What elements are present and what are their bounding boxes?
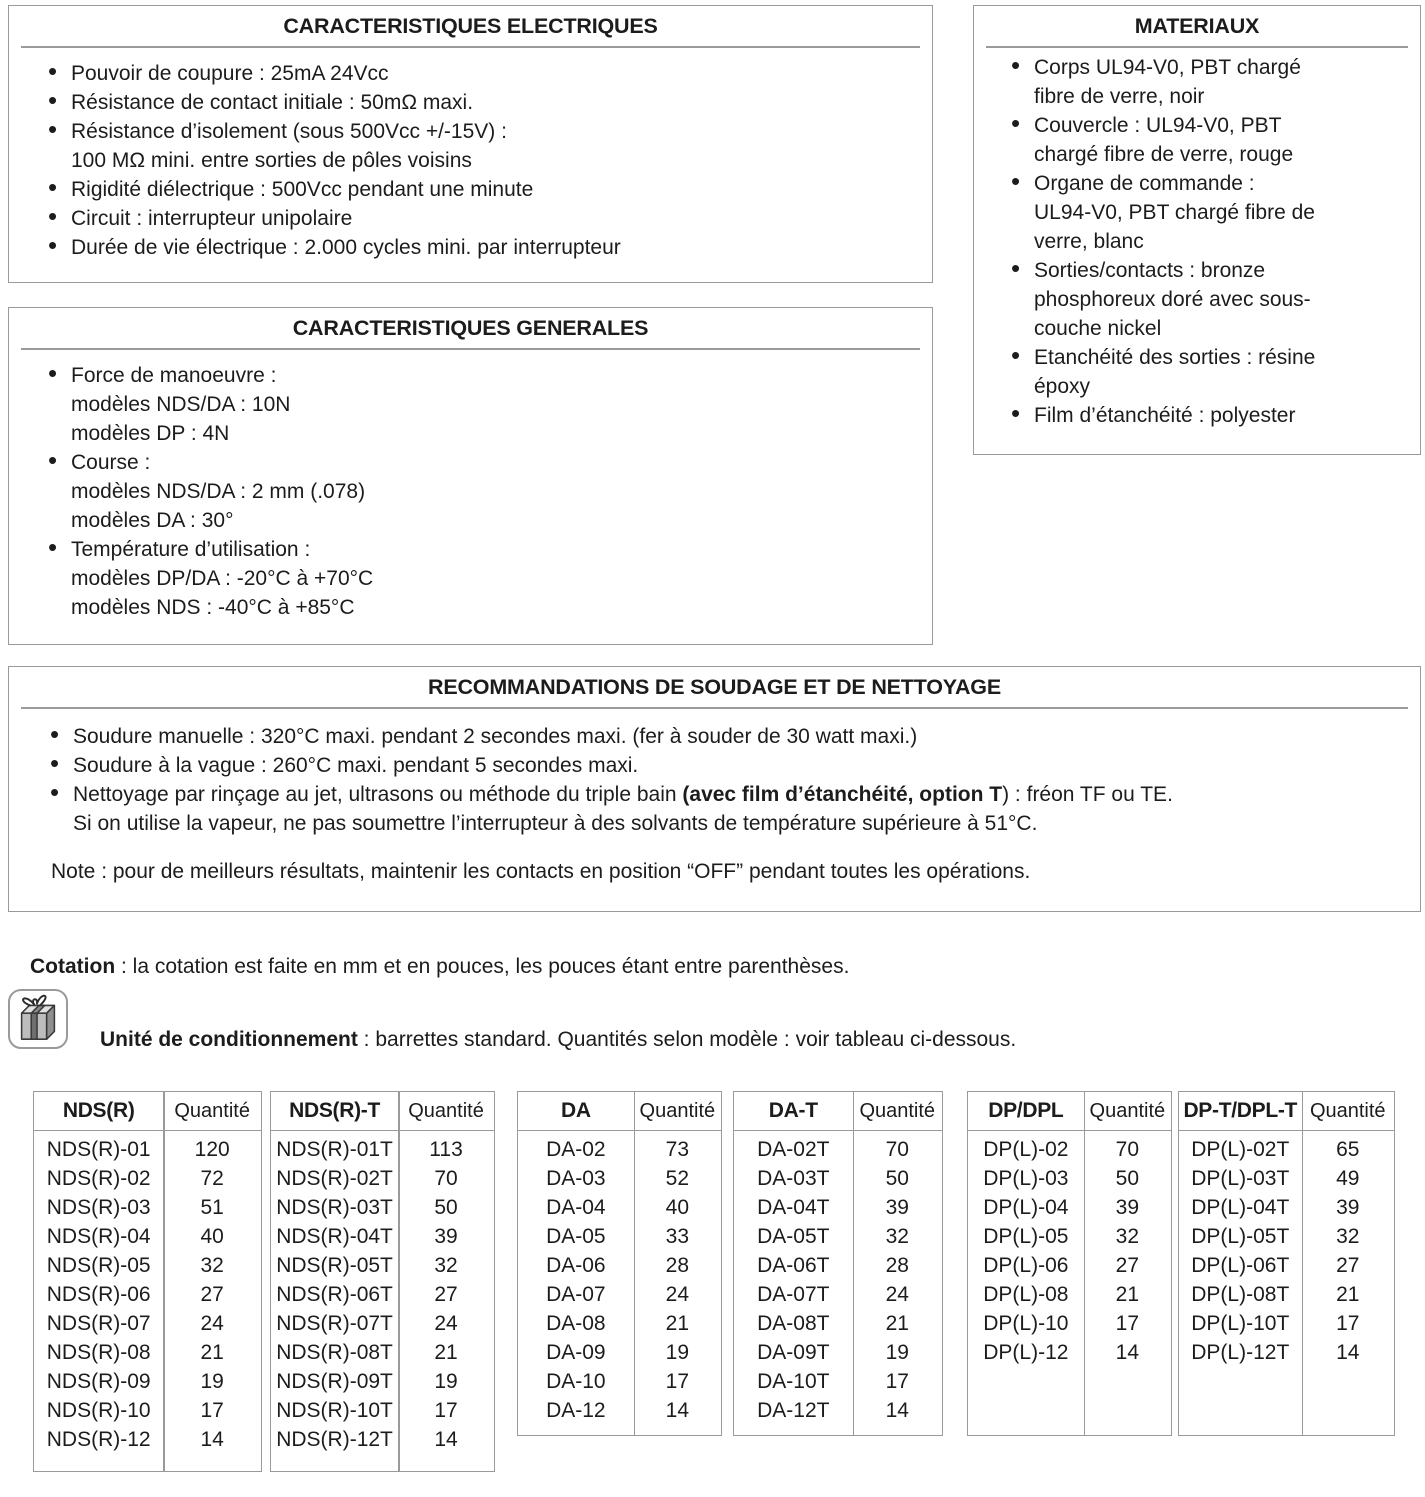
table-cell: 24	[200, 1311, 224, 1335]
table-row	[1179, 1251, 1394, 1280]
table-nds-t	[270, 1091, 495, 1472]
cotation-note	[30, 952, 849, 981]
table-cell: DA-08	[546, 1311, 606, 1335]
table-cell: DA-03	[546, 1166, 606, 1190]
column-header-quantity: Quantité	[639, 1099, 716, 1122]
table-cell: DP(L)-08T	[1191, 1282, 1290, 1306]
table-cell: 21	[200, 1340, 224, 1364]
table-cell: 21	[885, 1311, 909, 1335]
text-line: 100 MΩ mini. entre sorties de pôles voisins	[71, 148, 472, 172]
note-text: Note : pour de meilleurs résultats, maintenir les contacts en position “OFF” pendant toutes les opérations.	[51, 859, 1031, 883]
table-body	[271, 1131, 494, 1454]
table-row	[34, 1193, 261, 1222]
table-header	[1179, 1092, 1394, 1131]
table-cell: 17	[434, 1398, 458, 1422]
text-line: • Pouvoir de coupure : 25mA 24Vcc	[71, 61, 389, 85]
table-row	[34, 1396, 261, 1425]
text-line: modèles DA : 30°	[71, 508, 234, 532]
table-row	[271, 1135, 494, 1164]
table-cell: NDS(R)-07	[46, 1311, 151, 1335]
bullet-item	[47, 204, 910, 233]
table-dp-dpl	[967, 1091, 1172, 1436]
table-row	[518, 1280, 721, 1309]
table-row	[968, 1222, 1171, 1251]
table-row	[1179, 1309, 1394, 1338]
table-body	[968, 1131, 1171, 1367]
table-row	[1179, 1193, 1394, 1222]
column-header-model: DA	[560, 1099, 591, 1122]
table-cell: 14	[665, 1398, 690, 1422]
bullet-item	[49, 780, 1398, 838]
table-row	[271, 1338, 494, 1367]
table-row	[734, 1193, 942, 1222]
table-body	[1179, 1131, 1394, 1367]
text-line: • Température d’utilisation :	[71, 537, 311, 561]
table-cell: 70	[885, 1137, 909, 1161]
table-row	[734, 1309, 942, 1338]
table-cell: 14	[1336, 1340, 1360, 1364]
column-header-model: DA-T	[768, 1099, 818, 1122]
table-body	[734, 1131, 942, 1425]
table-body	[518, 1131, 721, 1425]
bullet-item	[47, 117, 910, 175]
table-row	[734, 1251, 942, 1280]
column-header-quantity: Quantité	[859, 1099, 936, 1122]
table-cell: 32	[434, 1253, 458, 1277]
table-row	[734, 1280, 942, 1309]
column-header-quantity: Quantité	[1309, 1099, 1386, 1122]
table-cell: 27	[200, 1282, 224, 1306]
text-line: chargé fibre de verre, rouge	[1034, 142, 1294, 166]
text-line: • Corps UL94-V0, PBT chargé	[1034, 55, 1301, 79]
table-cell: NDS(R)-09T	[276, 1369, 393, 1393]
text-line: • Résistance de contact initiale : 50mΩ maxi.	[71, 90, 474, 114]
table-cell: NDS(R)-12T	[276, 1427, 393, 1451]
bullet-item	[1010, 111, 1406, 169]
table-row	[1179, 1338, 1394, 1367]
table-header	[271, 1092, 494, 1131]
text-line: • Circuit : interrupteur unipolaire	[71, 206, 353, 230]
table-cell: DP(L)-12T	[1191, 1340, 1290, 1364]
text-line: verre, blanc	[1034, 229, 1144, 253]
table-cell: DA-08T	[757, 1311, 830, 1335]
table-cell: DA-04T	[757, 1195, 830, 1219]
table-row	[1179, 1280, 1394, 1309]
table-cell: DA-06T	[757, 1253, 830, 1277]
table-row	[34, 1309, 261, 1338]
table-row	[271, 1280, 494, 1309]
table-header	[34, 1092, 261, 1131]
table-row	[271, 1222, 494, 1251]
table-cell: 120	[194, 1137, 230, 1161]
table-cell: NDS(R)-06	[46, 1282, 151, 1306]
table-row	[968, 1280, 1171, 1309]
text-line: modèles NDS/DA : 2 mm (.078)	[71, 479, 366, 503]
table-row	[968, 1164, 1171, 1193]
table-row	[734, 1367, 942, 1396]
table-cell: 24	[434, 1311, 458, 1335]
table-cell: NDS(R)-10T	[276, 1398, 393, 1422]
table-cell: 17	[1336, 1311, 1360, 1335]
table-row	[1179, 1135, 1394, 1164]
table-cell: 24	[665, 1282, 690, 1306]
table-body	[34, 1131, 261, 1454]
table-da-t	[733, 1091, 943, 1436]
text-segment: Nettoyage par rinçage au jet, ultrasons ou méthode du triple bain	[73, 782, 683, 806]
table-cell: DA-02	[546, 1137, 606, 1161]
column-divider	[634, 1092, 636, 1435]
table-cell: 27	[434, 1282, 458, 1306]
table-cell: 33	[665, 1224, 690, 1248]
table-cell: 49	[1336, 1166, 1360, 1190]
bullet-item	[47, 448, 910, 535]
table-row	[271, 1251, 494, 1280]
table-cell: 21	[665, 1311, 690, 1335]
table-cell: DP(L)-12	[983, 1340, 1069, 1364]
table-cell: 50	[885, 1166, 909, 1190]
table-cell: DP(L)-05	[983, 1224, 1069, 1248]
table-cell: DA-02T	[757, 1137, 830, 1161]
text-line: époxy	[1034, 374, 1091, 398]
table-row	[518, 1135, 721, 1164]
table-cell: NDS(R)-04	[46, 1224, 151, 1248]
table-cell: 70	[1115, 1137, 1140, 1161]
table-row	[271, 1193, 494, 1222]
bullet-list	[9, 709, 1420, 886]
table-cell: DA-10	[546, 1369, 606, 1393]
table-header	[518, 1092, 721, 1131]
table-cell: DA-05T	[757, 1224, 830, 1248]
bullet-item	[1010, 256, 1406, 343]
table-cell: DP(L)-10	[983, 1311, 1069, 1335]
text-line: • Couvercle : UL94-V0, PBT	[1034, 113, 1282, 137]
column-header-quantity: Quantité	[408, 1099, 484, 1122]
bullet-list	[974, 48, 1420, 430]
table-row	[518, 1193, 721, 1222]
bullet-item	[47, 233, 910, 262]
table-cell: DP(L)-05T	[1191, 1224, 1290, 1248]
section-title: CARACTERISTIQUES ELECTRIQUES	[283, 14, 658, 38]
table-cell: 27	[1115, 1253, 1140, 1277]
text-line: • Résistance d’isolement (sous 500Vcc +/-15V) :	[71, 119, 507, 143]
text-line: couche nickel	[1034, 316, 1162, 340]
table-row	[734, 1164, 942, 1193]
table-row	[734, 1135, 942, 1164]
text-line: fibre de verre, noir	[1034, 84, 1205, 108]
bullet-item	[47, 59, 910, 88]
table-cell: NDS(R)-03T	[276, 1195, 393, 1219]
table-row	[34, 1367, 261, 1396]
table-cell: 39	[885, 1195, 909, 1219]
table-cell: 50	[434, 1195, 458, 1219]
table-cell: 113	[429, 1137, 463, 1161]
table-row	[734, 1222, 942, 1251]
packaging-note	[100, 1025, 1016, 1054]
table-cell: NDS(R)-02	[46, 1166, 151, 1190]
text-line: • Etanchéité des sorties : résine	[1034, 345, 1316, 369]
table-cell: 19	[885, 1340, 909, 1364]
table-cell: 19	[665, 1340, 690, 1364]
table-cell: DA-03T	[757, 1166, 830, 1190]
table-row	[518, 1164, 721, 1193]
bullet-item	[1010, 401, 1406, 430]
table-row	[271, 1425, 494, 1454]
table-row	[518, 1251, 721, 1280]
table-row	[734, 1396, 942, 1425]
table-cell: DP(L)-03	[983, 1166, 1069, 1190]
table-cell: 51	[200, 1195, 224, 1219]
bullet-item	[49, 751, 1398, 780]
section-soldering-cleaning	[8, 666, 1421, 912]
table-cell: NDS(R)-01	[46, 1137, 151, 1161]
text-line: • Force de manoeuvre :	[71, 363, 277, 387]
table-cell: DA-09T	[757, 1340, 830, 1364]
table-cell: DP(L)-06	[983, 1253, 1069, 1277]
table-cell: NDS(R)-08T	[276, 1340, 393, 1364]
text-line	[73, 780, 1398, 809]
table-row	[34, 1338, 261, 1367]
text-line: • Durée de vie électrique : 2.000 cycles mini. par interrupteur	[71, 235, 621, 259]
table-cell: 52	[665, 1166, 690, 1190]
column-header-model: DP-T/DPL-T	[1183, 1099, 1298, 1122]
section-title: MATERIAUX	[1134, 14, 1260, 38]
section-general-characteristics	[8, 307, 933, 645]
text-line: UL94-V0, PBT chargé fibre de	[1034, 200, 1315, 224]
package-icon	[11, 990, 65, 1049]
table-row	[518, 1396, 721, 1425]
text-line: • Organe de commande :	[1034, 171, 1255, 195]
table-cell: 40	[200, 1224, 224, 1248]
table-cell: 17	[200, 1398, 224, 1422]
table-row	[968, 1251, 1171, 1280]
table-row	[968, 1135, 1171, 1164]
table-cell: 73	[665, 1137, 690, 1161]
table-cell: 39	[1115, 1195, 1140, 1219]
table-cell: 39	[1336, 1195, 1360, 1219]
text-line: • Sorties/contacts : bronze	[1034, 258, 1266, 282]
table-row	[271, 1164, 494, 1193]
table-row	[1179, 1164, 1394, 1193]
table-row	[734, 1338, 942, 1367]
bullet-item	[1010, 343, 1406, 401]
table-row	[271, 1309, 494, 1338]
table-cell: 21	[1336, 1282, 1360, 1306]
text-line: phosphoreux doré avec sous-	[1034, 287, 1311, 311]
table-row	[34, 1251, 261, 1280]
text-segment-bold: (avec film d’étanchéité, option T	[682, 782, 1003, 806]
section-materials	[973, 5, 1421, 455]
bullet-item	[47, 175, 910, 204]
bullet-item	[47, 88, 910, 117]
table-cell: NDS(R)-08	[46, 1340, 151, 1364]
table-header	[734, 1092, 942, 1131]
table-row	[271, 1367, 494, 1396]
column-header-model: DP/DPL	[988, 1099, 1064, 1122]
cotation-label: Cotation	[30, 955, 116, 978]
table-cell: 27	[1336, 1253, 1360, 1277]
table-row	[518, 1367, 721, 1396]
column-divider	[853, 1092, 855, 1435]
table-cell: DA-07T	[757, 1282, 830, 1306]
table-cell: DP(L)-04	[983, 1195, 1069, 1219]
column-header-model: NDS(R)	[62, 1099, 135, 1122]
table-row	[518, 1338, 721, 1367]
table-row	[1179, 1222, 1394, 1251]
table-cell: 40	[665, 1195, 690, 1219]
table-header	[968, 1092, 1171, 1131]
bullet-item	[1010, 169, 1406, 256]
table-cell: 14	[885, 1398, 909, 1422]
table-cell: NDS(R)-01T	[276, 1137, 393, 1161]
table-cell: 65	[1336, 1137, 1360, 1161]
table-cell: 32	[1336, 1224, 1360, 1248]
text-line: modèles DP/DA : -20°C à +70°C	[71, 566, 374, 590]
table-cell: DA-09	[546, 1340, 606, 1364]
table-row	[968, 1309, 1171, 1338]
table-cell: NDS(R)-05T	[276, 1253, 393, 1277]
table-nds	[33, 1091, 262, 1472]
table-row	[34, 1425, 261, 1454]
column-divider	[163, 1092, 165, 1471]
table-cell: DA-05	[546, 1224, 606, 1248]
table-cell: 17	[1115, 1311, 1140, 1335]
text-segment: ) : fréon TF ou TE.	[1002, 782, 1173, 806]
packaging-label: Unité de conditionnement	[100, 1028, 358, 1051]
packaging-icon-frame	[8, 989, 68, 1049]
table-cell: 28	[885, 1253, 909, 1277]
text-line: modèles NDS : -40°C à +85°C	[71, 595, 355, 619]
table-cell: 28	[665, 1253, 690, 1277]
table-row	[968, 1338, 1171, 1367]
table-cell: DA-06	[546, 1253, 606, 1277]
bullet-list	[9, 48, 932, 262]
table-da	[517, 1091, 722, 1436]
table-cell: NDS(R)-03	[46, 1195, 151, 1219]
table-cell: 70	[434, 1166, 458, 1190]
table-cell: DA-04	[546, 1195, 606, 1219]
table-cell: NDS(R)-05	[46, 1253, 151, 1277]
table-cell: 19	[200, 1369, 224, 1393]
table-cell: NDS(R)-10	[46, 1398, 151, 1422]
table-cell: 32	[885, 1224, 909, 1248]
section-title: CARACTERISTIQUES GENERALES	[292, 316, 649, 340]
text-line: • Film d’étanchéité : polyester	[1034, 403, 1296, 427]
column-header-quantity: Quantité	[174, 1099, 250, 1122]
packaging-text: : barrettes standard. Quantités selon modèle : voir tableau ci-dessous.	[357, 1028, 1017, 1051]
column-header-model: NDS(R)-T	[289, 1099, 381, 1122]
table-cell: DP(L)-06T	[1191, 1253, 1290, 1277]
table-row	[968, 1193, 1171, 1222]
column-divider	[1084, 1092, 1086, 1435]
table-dp-t-dpl-t	[1178, 1091, 1395, 1436]
cotation-text: : la cotation est faite en mm et en pouces, les pouces étant entre parenthèses.	[115, 955, 850, 978]
text-line: • Rigidité diélectrique : 500Vcc pendant une minute	[71, 177, 534, 201]
table-cell: 24	[885, 1282, 909, 1306]
table-row	[34, 1164, 261, 1193]
table-cell: DP(L)-04T	[1191, 1195, 1290, 1219]
table-cell: 32	[200, 1253, 224, 1277]
text-line: Si on utilise la vapeur, ne pas soumettre l’interrupteur à des solvants de température supérieure à 51°C.	[73, 811, 1038, 835]
section-title: RECOMMANDATIONS DE SOUDAGE ET DE NETTOYAGE	[428, 675, 1001, 699]
text-line: • Soudure à la vague : 260°C maxi. pendant 5 secondes maxi.	[73, 753, 639, 777]
table-cell: 14	[434, 1427, 458, 1451]
bullet-item	[1010, 53, 1406, 111]
table-cell: 17	[665, 1369, 690, 1393]
text-line: modèles NDS/DA : 10N	[71, 392, 291, 416]
table-row	[518, 1222, 721, 1251]
table-cell: NDS(R)-12	[46, 1427, 151, 1451]
column-divider	[398, 1092, 400, 1471]
table-cell: 32	[1115, 1224, 1140, 1248]
table-cell: NDS(R)-02T	[276, 1166, 393, 1190]
table-row	[34, 1222, 261, 1251]
table-cell: 21	[1115, 1282, 1140, 1306]
table-cell: 72	[200, 1166, 224, 1190]
section-electrical-characteristics	[8, 5, 933, 283]
table-cell: DA-10T	[757, 1369, 830, 1393]
table-cell: DP(L)-03T	[1191, 1166, 1290, 1190]
text-line: • Soudure manuelle : 320°C maxi. pendant 2 secondes maxi. (fer à souder de 30 watt maxi.)	[73, 724, 918, 748]
table-cell: NDS(R)-06T	[276, 1282, 393, 1306]
bullet-list	[9, 350, 932, 622]
table-cell: 14	[1115, 1340, 1140, 1364]
table-cell: 14	[200, 1427, 224, 1451]
column-divider	[1302, 1092, 1304, 1435]
table-cell: DP(L)-08	[983, 1282, 1069, 1306]
bullet-item	[47, 361, 910, 448]
table-row	[518, 1309, 721, 1338]
table-cell: NDS(R)-07T	[276, 1311, 393, 1335]
table-cell: DA-12	[546, 1398, 606, 1422]
bullet-item	[49, 722, 1398, 751]
table-cell: 19	[434, 1369, 458, 1393]
text-line: modèles DP : 4N	[71, 421, 230, 445]
table-cell: DP(L)-02	[983, 1137, 1069, 1161]
text-line: • Course :	[71, 450, 151, 474]
table-cell: 17	[885, 1369, 909, 1393]
table-cell: DA-12T	[757, 1398, 830, 1422]
table-cell: DP(L)-10T	[1191, 1311, 1290, 1335]
table-cell: 21	[434, 1340, 458, 1364]
table-cell: 50	[1115, 1166, 1140, 1190]
table-cell: DP(L)-02T	[1191, 1137, 1290, 1161]
table-cell: NDS(R)-04T	[276, 1224, 393, 1248]
table-row	[34, 1135, 261, 1164]
table-cell: 39	[434, 1224, 458, 1248]
bullet-item	[47, 535, 910, 622]
table-row	[34, 1280, 261, 1309]
column-header-quantity: Quantité	[1089, 1099, 1166, 1122]
table-row	[271, 1396, 494, 1425]
table-cell: DA-07	[546, 1282, 606, 1306]
table-cell: NDS(R)-09	[46, 1369, 151, 1393]
